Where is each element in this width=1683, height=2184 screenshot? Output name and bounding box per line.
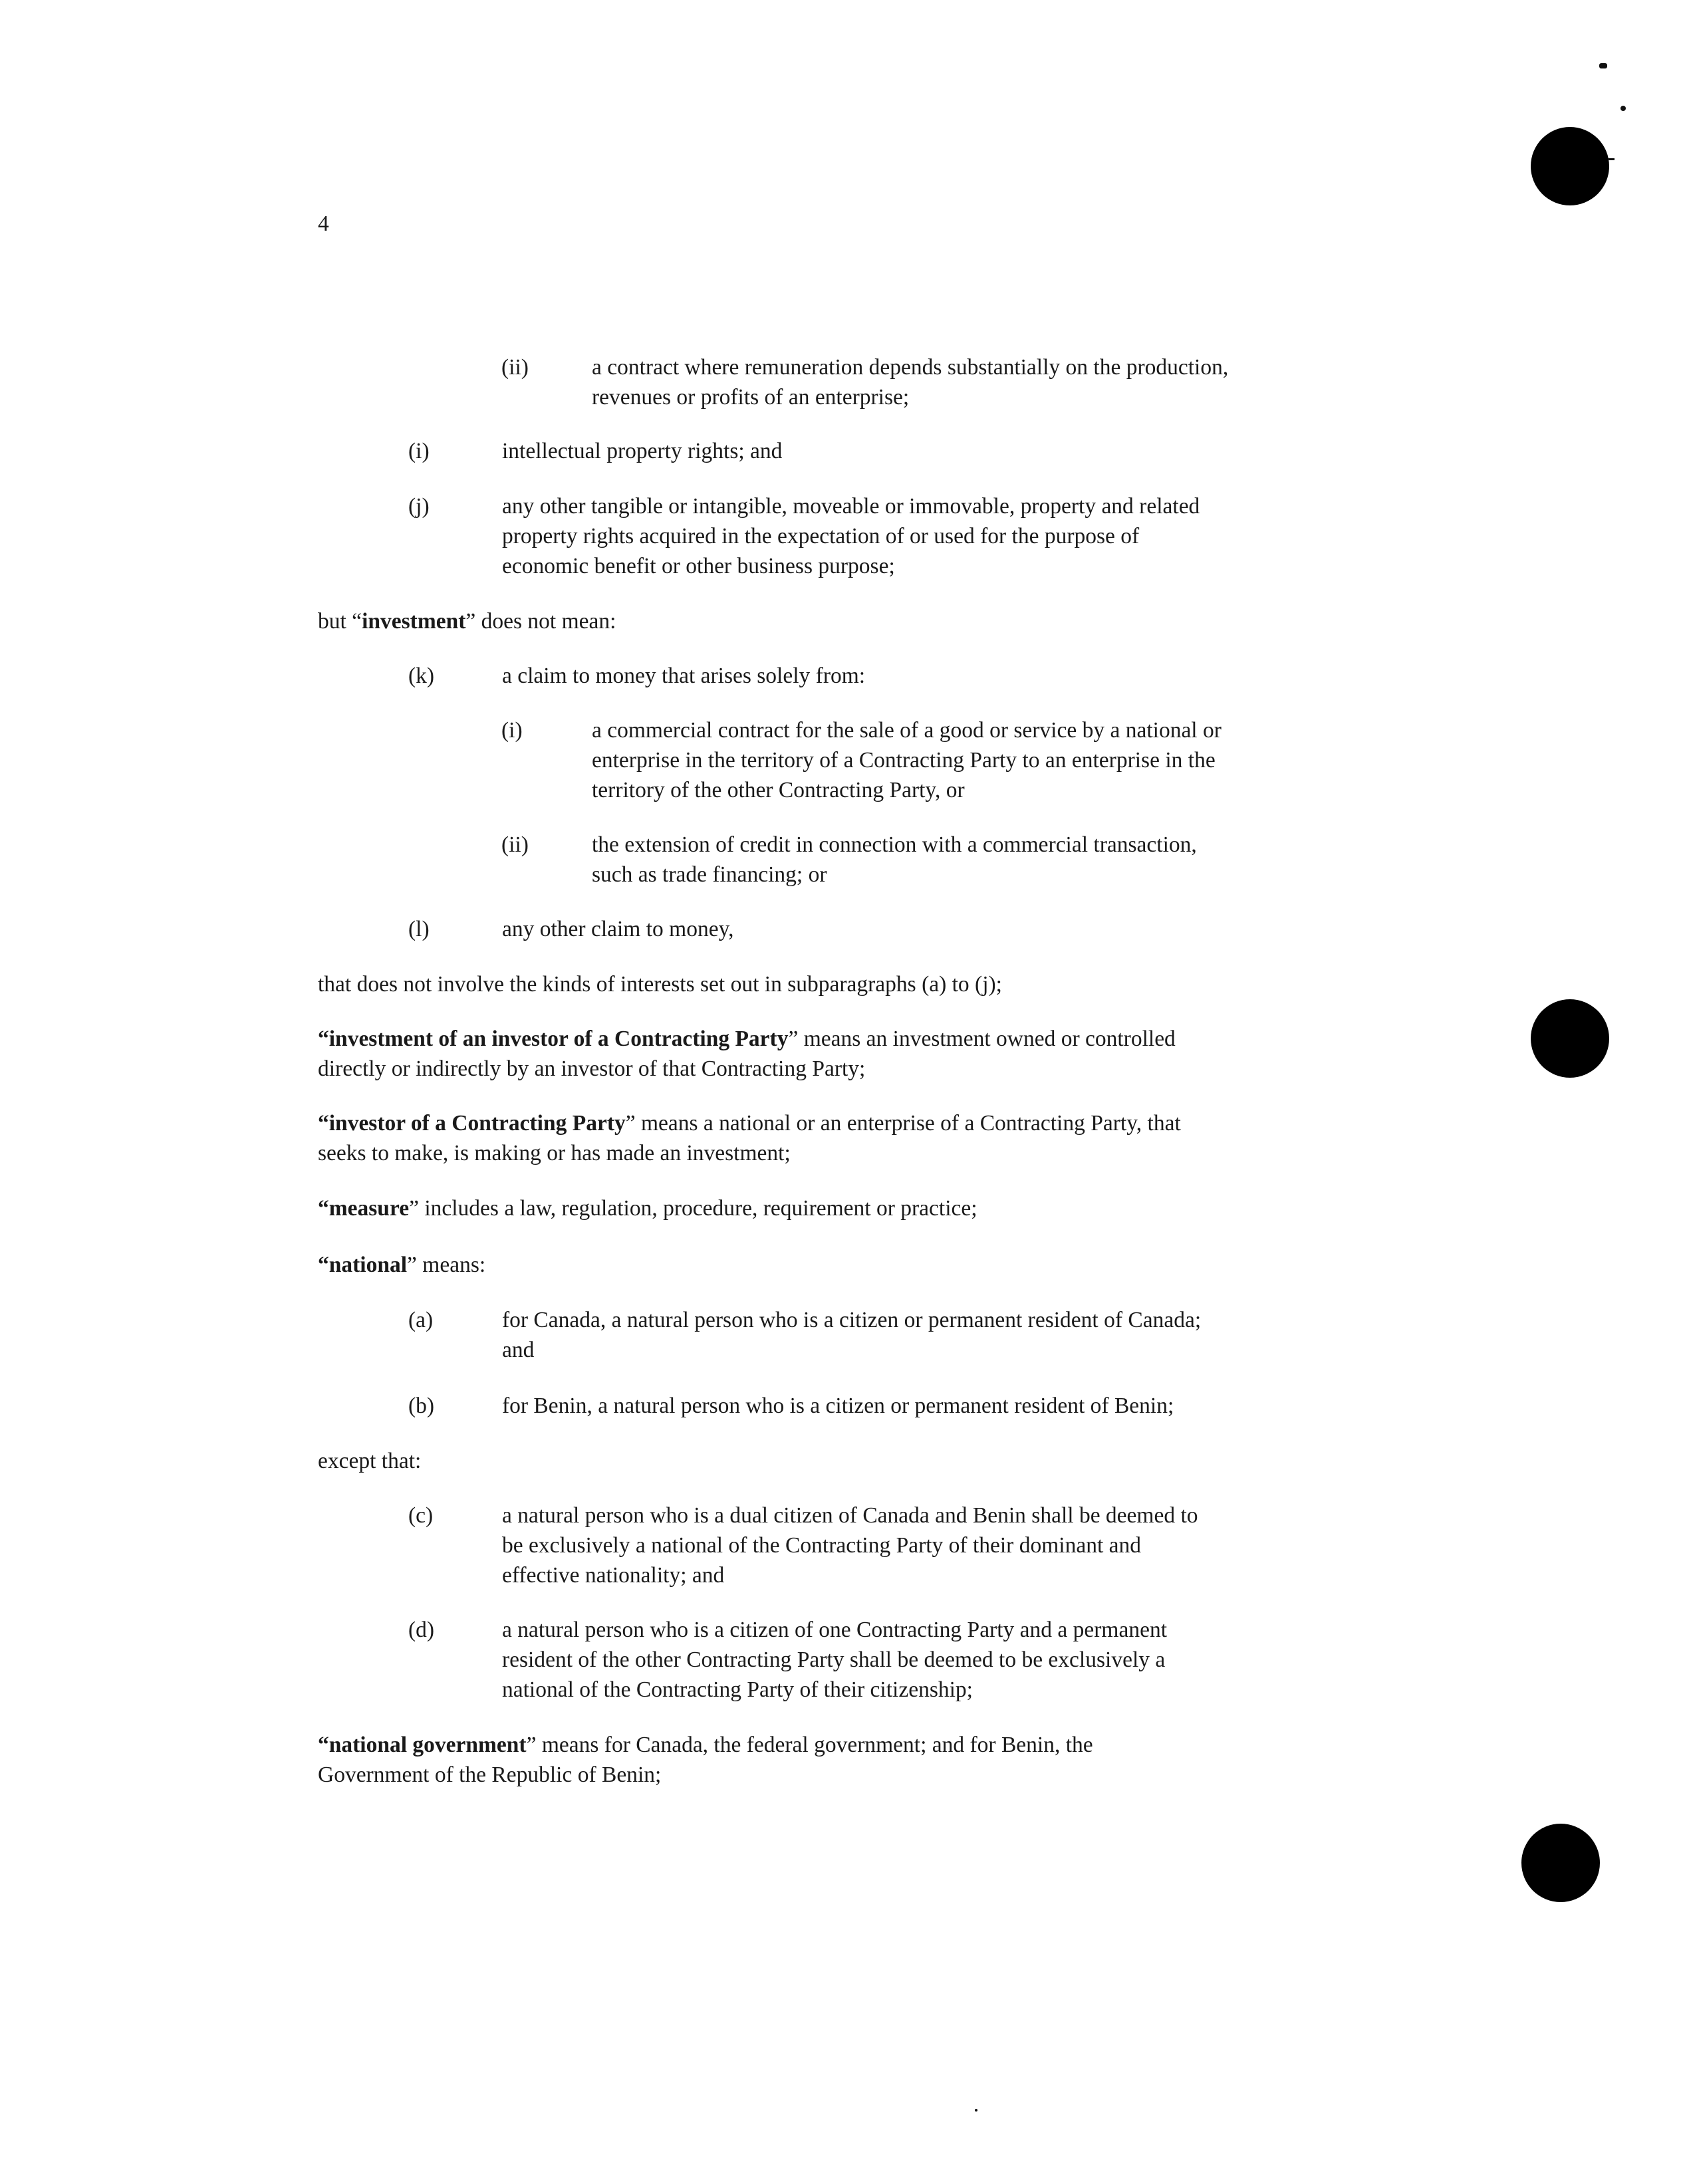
national-text-d: a natural person who is a citizen of one Contracting Party and a permanent resident of the other Contracting Party shall be deemed to be exclusively a national of the Contracting Party of their citizenship;	[502, 1618, 1168, 1702]
closing-clause: that does not involve the kinds of interests set out in subparagraphs (a) to (j);	[318, 972, 1002, 997]
national-text-a: for Canada, a natural person who is a citizen or permanent resident of Canada; and	[502, 1308, 1202, 1362]
national-text-c: a natural person who is a dual citizen of Canada and Benin shall be deemed to be exclusively a national of the Contracting Party of their dominant and effective nationality; and	[502, 1503, 1198, 1588]
binder-hole-top	[1531, 127, 1609, 205]
item-label-i: (i)	[408, 439, 430, 463]
scan-speck	[1608, 158, 1615, 160]
except-clause: except that:	[318, 1449, 422, 1473]
definition-measure: “measure” includes a law, regulation, procedure, requirement or practice;	[318, 1196, 977, 1221]
item-label-l: (l)	[408, 917, 430, 941]
national-label-d: (d)	[408, 1618, 435, 1642]
definition-investor: “investor of a Contracting Party” means a national or an enterprise of a Contracting Party, that seeks to make, is making or has made an investment;	[318, 1111, 1181, 1165]
item-text-ii: a contract where remuneration depends substantially on the production, revenues or profits of an enterprise;	[592, 355, 1229, 410]
item-text-j: any other tangible or intangible, moveable or immovable, property and related property rights acquired in the expectation of or used for the purpose of economic benefit or other business purpose;	[502, 494, 1200, 578]
subitem-label-k-ii: (ii)	[501, 832, 529, 857]
binder-hole-bottom	[1521, 1824, 1600, 1902]
national-label-c: (c)	[408, 1503, 434, 1528]
item-text-i: intellectual property rights; and	[502, 439, 783, 463]
definition-investment-of-investor: “investment of an investor of a Contracting Party” means an investment owned or controlled directly or indirectly by an investor of that Contracting Party;	[318, 1027, 1176, 1081]
national-label-b: (b)	[408, 1394, 435, 1418]
definition-national-government: “national government” means for Canada, the federal government; and for Benin, the Government of the Republic of Benin;	[318, 1733, 1093, 1787]
item-text-l: any other claim to money,	[502, 917, 734, 941]
subitem-text-k-i: a commercial contract for the sale of a good or service by a national or enterprise in the territory of a Contracting Party to an enterprise in the territory of the other Contracting Party, or	[592, 718, 1222, 802]
scan-speck	[1620, 106, 1626, 111]
item-label-ii: (ii)	[501, 355, 529, 380]
exclusion-intro: but “investment” does not mean:	[318, 609, 616, 634]
item-label-k: (k)	[408, 664, 435, 688]
page-number: 4	[318, 211, 329, 236]
subitem-label-k-i: (i)	[501, 718, 523, 743]
subitem-text-k-ii: the extension of credit in connection with a commercial transaction, such as trade financing; or	[592, 832, 1197, 887]
national-label-a: (a)	[408, 1308, 434, 1332]
item-text-k: a claim to money that arises solely from:	[502, 664, 866, 688]
scan-speck	[1599, 63, 1607, 68]
item-label-j: (j)	[408, 494, 430, 519]
binder-hole-middle	[1531, 999, 1609, 1078]
scan-speck	[975, 2109, 977, 2112]
national-text-b: for Benin, a natural person who is a citizen or permanent resident of Benin;	[502, 1394, 1174, 1418]
definition-national: “national” means:	[318, 1253, 486, 1277]
